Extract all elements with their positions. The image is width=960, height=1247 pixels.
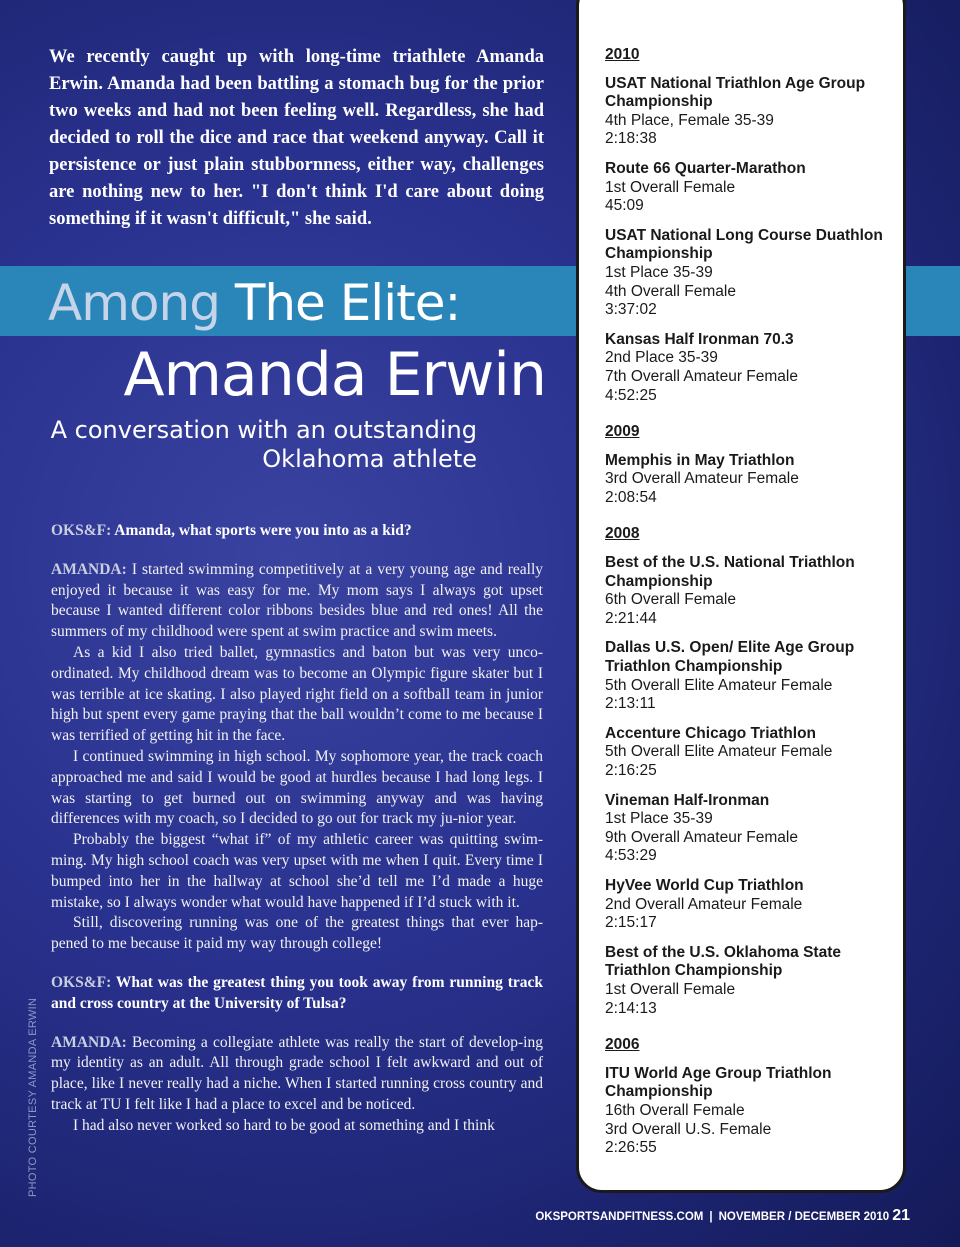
race-result-line: 4th Overall Female: [605, 282, 736, 300]
race-result-line: 6th Overall Female: [605, 591, 736, 609]
year-heading: 2009: [605, 423, 640, 441]
subtitle-line-2: Oklahoma athlete: [262, 445, 477, 473]
race-result-line: 5th Overall Elite Amateur Female: [605, 743, 833, 761]
race-result-line: 2:18:38: [605, 130, 657, 148]
answer-1-label: AMANDA:: [51, 560, 127, 578]
race-result-line: 2:26:55: [605, 1139, 657, 1157]
race-result-line: 9th Overall Amateur Female: [605, 828, 798, 846]
page-number: 21: [892, 1207, 910, 1224]
race-result-line: 2nd Overall Amateur Female: [605, 895, 803, 913]
question-2-text: What was the greatest thing you took away from running track and cross country at the University of Tulsa?: [51, 973, 543, 1012]
race-result-line: 2:13:11: [605, 695, 656, 713]
race-name: ITU World Age Group Triathlon Championship: [605, 1064, 832, 1101]
answer-1-text: I started swimming competitively at a very young age and really enjoyed it because it was easy for me. My mom says I always got upset because I wanted different color ribbons besides blue and red ones! All the summers of my childhood were spent at swim practice and swim meets.: [51, 560, 543, 641]
race-name: Dallas U.S. Open/ Elite Age Group Triathlon Championship: [605, 639, 855, 676]
race-name: Route 66 Quarter-Marathon: [605, 159, 806, 177]
photo-credit: PHOTO COURTESY AMANDA ERWIN: [27, 997, 39, 1197]
headline-among: Among: [48, 274, 235, 332]
race-name: USAT National Triathlon Age Group Championship: [605, 74, 866, 111]
race-result: [605, 227, 905, 320]
race-result: [605, 452, 905, 508]
headline-athlete-name: Amanda Erwin: [123, 340, 546, 410]
race-result-line: 2:15:17: [605, 914, 657, 932]
race-result-line: 3rd Overall U.S. Female: [605, 1120, 772, 1138]
answer-1-paragraph-3: I continued swimming in high school. My sophomore year, the track coach approached me and said I would be good at hurdles because I had long legs. I was starting to get burned out on swimming anyway and was having differences with my coach, so I decided to go out for track my ju-nior year.: [51, 747, 543, 828]
intro-paragraph: We recently caught up with long-time triathlete Amanda Erwin. Amanda had been battling a stomach bug for the prior two weeks and had not been feeling well. Regardless, she had decided to roll the dice and race that weekend anyway. Call it persistence or just plain stubbornness, either way, challenges are nothing new to her. "I don't think I'd care about doing something if it wasn't difficult," she said.: [49, 47, 544, 229]
race-result-line: 45:09: [605, 197, 644, 215]
race-result: [605, 944, 905, 1018]
race-name: Best of the U.S. National Triathlon Championship: [605, 554, 855, 590]
race-result-line: 2:16:25: [605, 762, 657, 779]
question-1-text: Amanda, what sports were you into as a kid?: [111, 522, 412, 539]
year-heading: 2006: [605, 1036, 640, 1054]
race-name: Vineman Half-Ironman: [605, 791, 770, 809]
race-result: [605, 160, 905, 216]
answer-2-text: Becoming a collegiate athlete was really the start of develop-ing my identity as an adult. All through grade school I felt awkward and out of place, like I never really had a niche. When I started running cross country and track at TU I felt like I had a place to excel and be noticed.: [51, 1033, 543, 1113]
question-2-label: OKS&F:: [51, 973, 112, 991]
race-result-line: 4:53:29: [605, 847, 657, 865]
race-result-line: 1st Overall Female: [605, 980, 736, 998]
answer-2-label: AMANDA:: [51, 1033, 127, 1051]
race-result-line: 3rd Overall Amateur Female: [605, 470, 799, 488]
answer-1-paragraph-5: Still, discovering running was one of the greatest things that ever hap-pened to me because it paid my way through college!: [51, 914, 543, 953]
results-list: [605, 46, 905, 1169]
year-heading: 2010: [605, 46, 640, 63]
race-result: [605, 725, 905, 781]
race-result: [605, 1065, 905, 1158]
race-name: Memphis in May Triathlon: [605, 451, 795, 469]
race-result-line: 16th Overall Female: [605, 1101, 745, 1119]
interview-body: [51, 521, 543, 1137]
race-name: Kansas Half Ironman 70.3: [605, 330, 794, 348]
race-result-line: 2nd Place 35-39: [605, 349, 718, 367]
race-result: [605, 792, 905, 866]
race-result: [605, 554, 905, 628]
race-result-line: 4th Place, Female 35-39: [605, 111, 774, 129]
race-name: Accenture Chicago Triathlon: [605, 724, 817, 742]
race-result-line: 1st Place 35-39: [605, 810, 713, 828]
footer-issue: NOVEMBER / DECEMBER 2010: [718, 1211, 890, 1223]
race-name: USAT National Long Course Duathlon Championship: [605, 226, 883, 263]
race-result-line: 2:14:13: [605, 999, 657, 1017]
race-result-line: 2:21:44: [605, 609, 657, 627]
answer-2-paragraph-1: [51, 1033, 543, 1116]
question-1-label: OKS&F:: [51, 522, 112, 539]
subtitle: [37, 416, 477, 474]
question-2: [51, 973, 543, 1015]
question-1: [51, 521, 543, 542]
race-result-line: 2:08:54: [605, 488, 657, 506]
page-footer: [535, 1207, 910, 1225]
answer-1-paragraph-2: As a kid I also tried ballet, gymnastics and baton but was very unco-ordinated. My childhood dream was to become an Olympic figure skater but I was terrible at ice skating. I also played right field on a softball team in junior high but spent every game praying that the ball wouldn’t come to me because I was terrified of getting hit in the face.: [51, 643, 543, 745]
race-result: [605, 877, 905, 933]
race-result: [605, 75, 905, 149]
race-result: [605, 331, 905, 405]
race-name: Best of the U.S. Oklahoma State Triathlon Championship: [605, 943, 841, 980]
race-result-line: 5th Overall Elite Amateur Female: [605, 676, 833, 694]
subtitle-line-1: A conversation with an outstanding: [50, 416, 477, 444]
answer-1-paragraph-4: Probably the biggest “what if” of my athletic career was quitting swim-ming. My high school coach was very upset with me when I quit. Every time I bumped into her in the hallway at school she’d tell me I’d made a huge mistake, so I always wonder what would have happened if I’d stuck with it.: [51, 831, 543, 911]
answer-2-paragraph-2: I had also never worked so hard to be good at something and I think: [73, 1116, 495, 1134]
race-result-line: 1st Overall Female: [605, 178, 736, 196]
headline-among-the-elite: [48, 268, 460, 338]
year-heading: 2008: [605, 525, 640, 543]
race-name: HyVee World Cup Triathlon: [605, 876, 804, 894]
race-result-line: 3:37:02: [605, 301, 657, 319]
spacer: [51, 955, 543, 973]
race-result-line: 4:52:25: [605, 386, 657, 404]
footer-separator: |: [709, 1211, 713, 1223]
footer-site: OKSPORTSANDFITNESS.COM: [535, 1211, 704, 1223]
race-result-line: 7th Overall Amateur Female: [605, 367, 798, 385]
answer-1-paragraph-1: [51, 560, 543, 643]
headline-the-elite: The Elite:: [234, 274, 461, 332]
race-result-line: 1st Place 35-39: [605, 263, 713, 281]
race-result: [605, 639, 905, 713]
